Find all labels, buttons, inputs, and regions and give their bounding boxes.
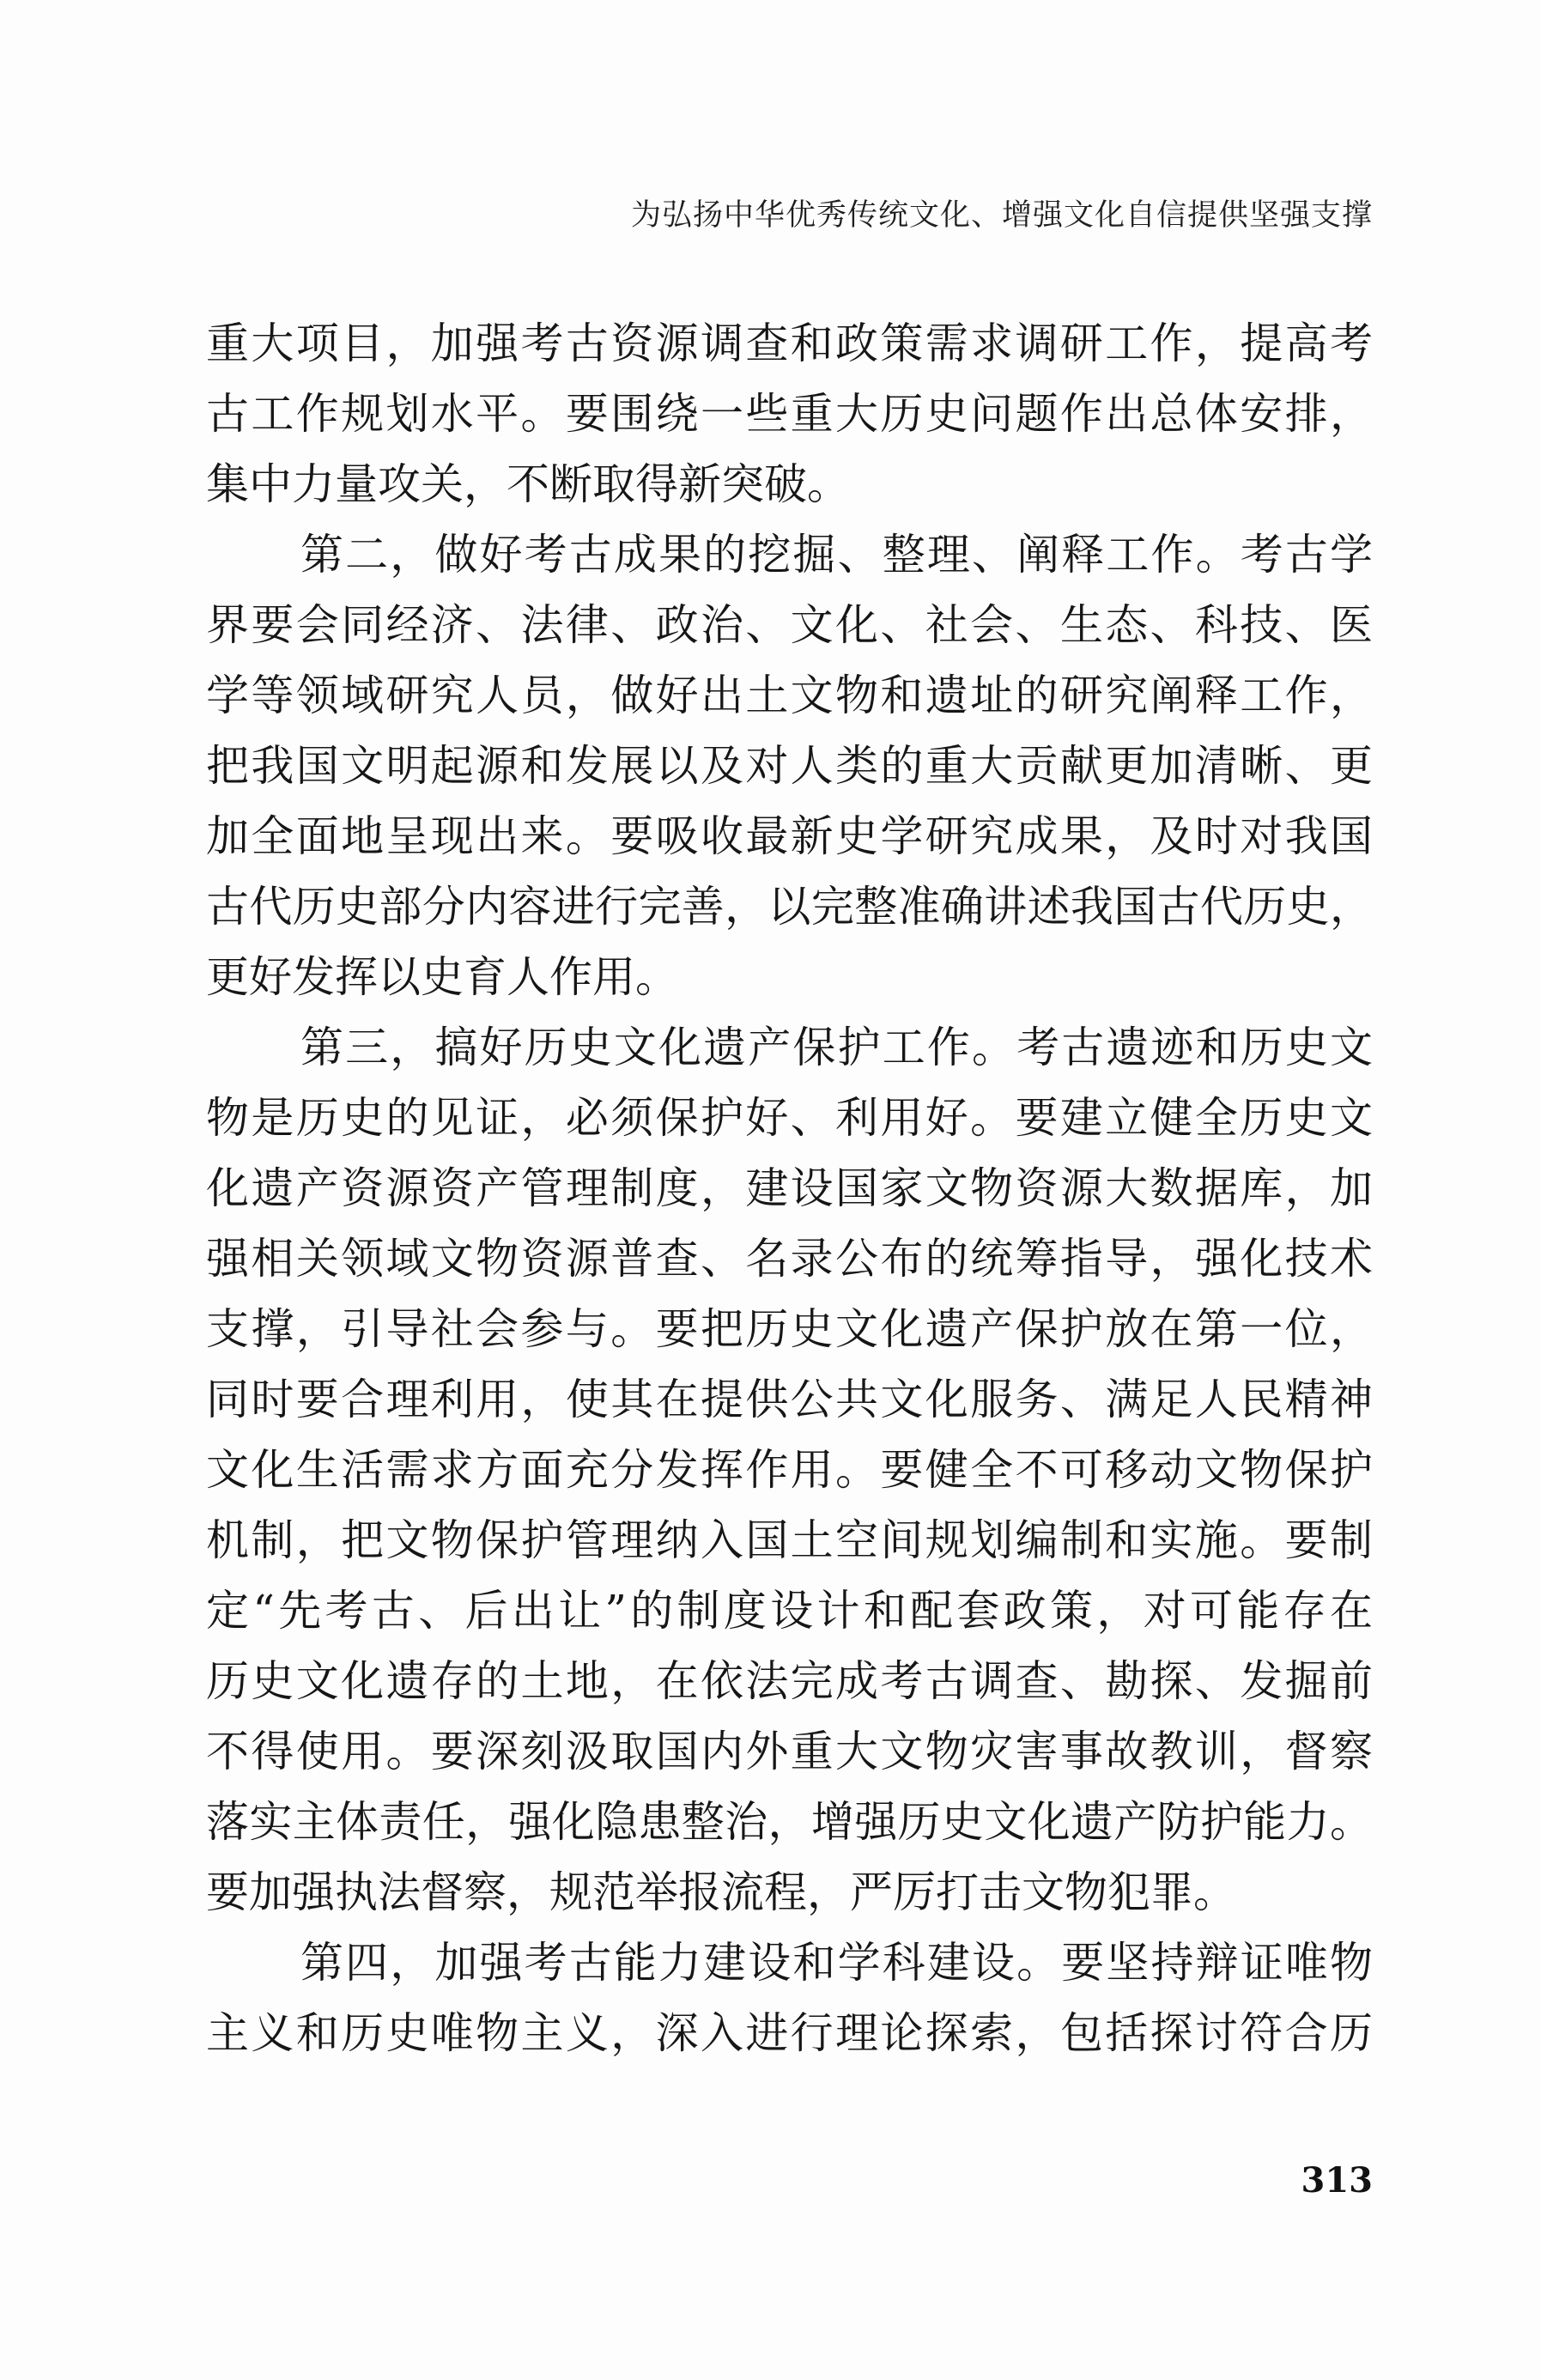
running-header: 为弘扬中华优秀传统文化、增强文化自信提供坚强支撑 <box>630 198 1373 233</box>
text-line: 集中力量攻关，不断取得新突破。 <box>206 459 850 509</box>
page-number: 313 <box>1301 2160 1373 2201</box>
paragraph-1 <box>206 308 1373 519</box>
text-line: 历史文化遗存的土地，在依法完成考古调查、勘探、发掘前 <box>206 1656 1373 1706</box>
text-line: 落实主体责任，强化隐患整治，增强历史文化遗产防护能力。 <box>206 1797 1373 1847</box>
text-line: 第四，加强考古能力建设和学科建设。要坚持辩证唯物 <box>300 1938 1373 1988</box>
text-line: 强相关领域文物资源普查、名录公布的统筹指导，强化技术 <box>206 1234 1373 1284</box>
text-line: 重大项目，加强考古资源调查和政策需求调研工作，提高考 <box>206 319 1373 368</box>
text-line: 把我国文明起源和发展以及对人类的重大贡献更加清晰、更 <box>206 741 1373 791</box>
text-line: 不得使用。要深刻汲取国内外重大文物灾害事故教训，督察 <box>206 1727 1373 1776</box>
text-line: 学等领域研究人员，做好出土文物和遗址的研究阐释工作， <box>206 671 1373 720</box>
text-line: 同时要合理利用，使其在提供公共文化服务、满足人民精神 <box>206 1375 1373 1424</box>
text-line: 要加强执法督察，规范举报流程，严厉打击文物犯罪。 <box>206 1867 1236 1917</box>
body-text <box>206 308 1373 2068</box>
text-line: 古工作规划水平。要围绕一些重大历史问题作出总体安排， <box>206 389 1373 439</box>
paragraph-3 <box>206 1012 1373 1928</box>
text-line: 文化生活需求方面充分发挥作用。要健全不可移动文物保护 <box>206 1445 1373 1495</box>
text-line: 机制，把文物保护管理纳入国土空间规划编制和实施。要制 <box>206 1515 1373 1565</box>
text-line: 古代历史部分内容进行完善，以完整准确讲述我国古代历史， <box>206 882 1373 932</box>
text-line: 主义和历史唯物主义，深入进行理论探索，包括探讨符合历 <box>206 2008 1373 2058</box>
text-line: 物是历史的见证，必须保护好、利用好。要建立健全历史文 <box>206 1093 1373 1143</box>
text-line: 定“先考古、后出让”的制度设计和配套政策，对可能存在 <box>206 1586 1373 1636</box>
text-line: 支撑，引导社会参与。要把历史文化遗产保护放在第一位， <box>206 1304 1373 1354</box>
text-line: 界要会同经济、法律、政治、文化、社会、生态、科技、医 <box>206 600 1373 650</box>
text-line: 第二，做好考古成果的挖掘、整理、阐释工作。考古学 <box>300 530 1373 580</box>
text-line: 加全面地呈现出来。要吸收最新史学研究成果，及时对我国 <box>206 811 1373 861</box>
text-line: 第三，搞好历史文化遗产保护工作。考古遗迹和历史文 <box>300 1023 1373 1072</box>
text-line: 化遗产资源资产管理制度，建设国家文物资源大数据库，加 <box>206 1163 1373 1213</box>
paragraph-4 <box>206 1928 1373 2068</box>
paragraph-2 <box>206 519 1373 1012</box>
text-line: 更好发挥以史育人作用。 <box>206 952 678 1002</box>
